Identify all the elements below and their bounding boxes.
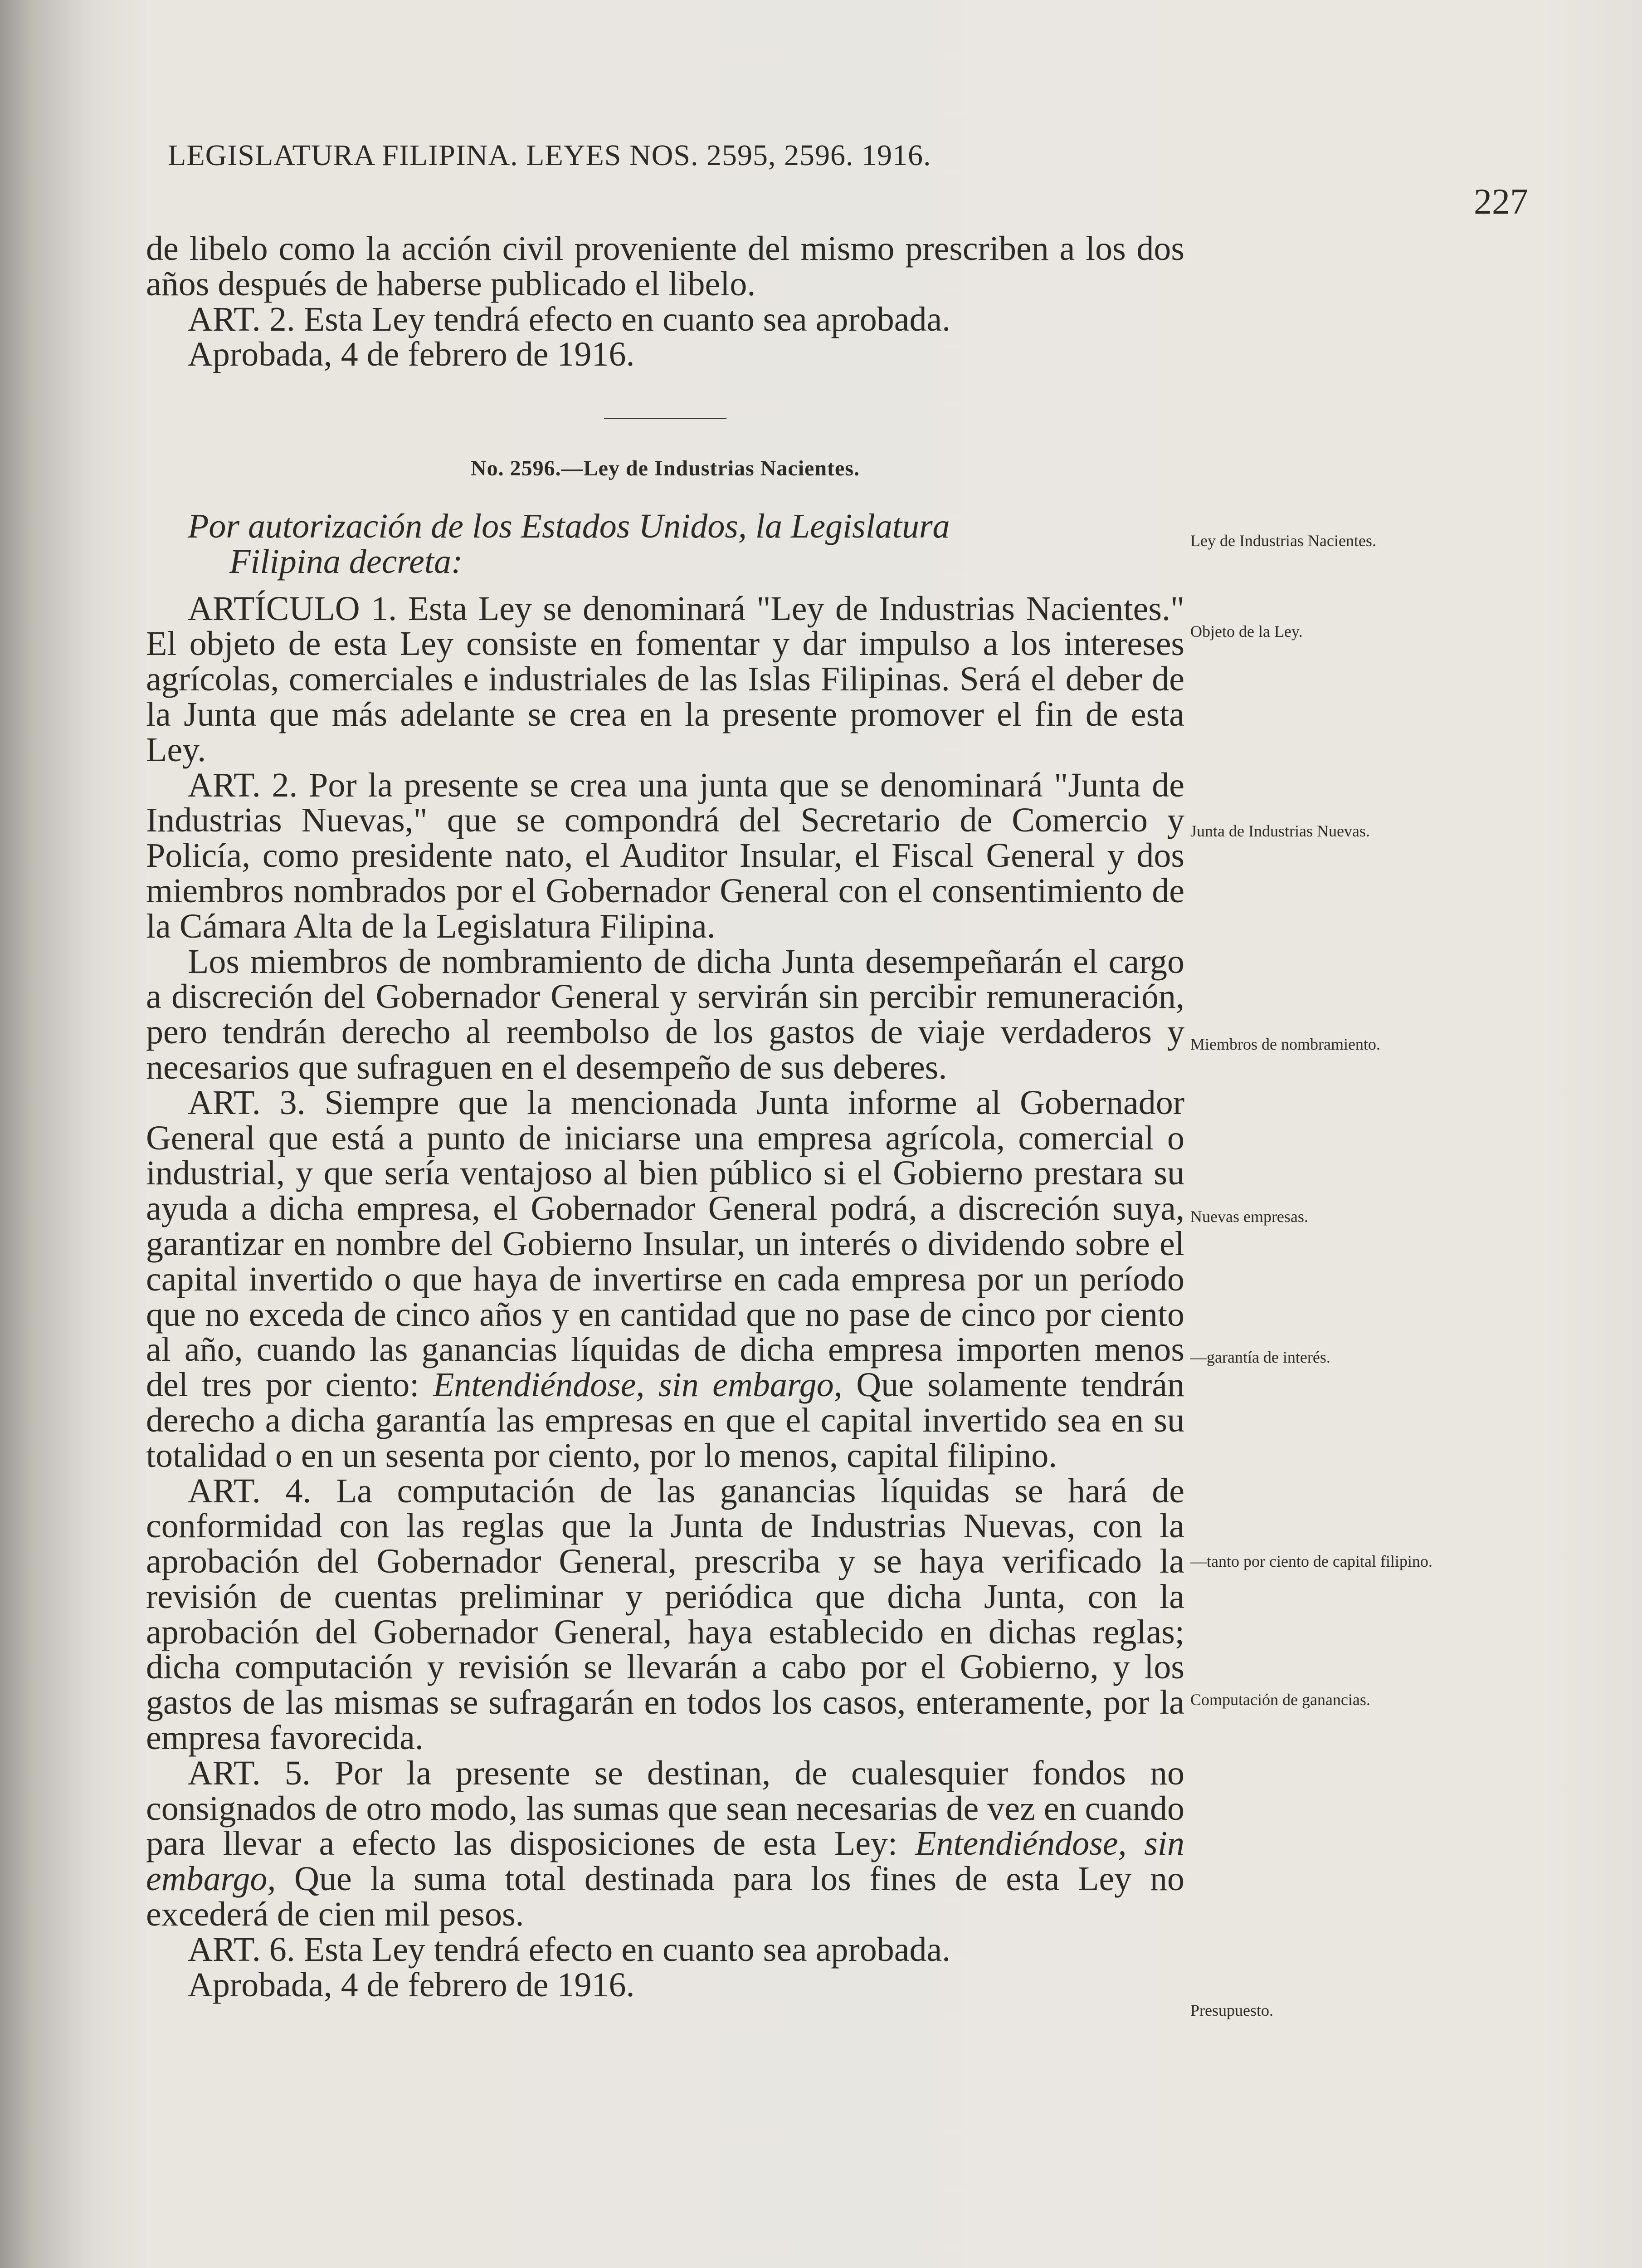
section-divider — [604, 418, 726, 419]
marginal-note: Objeto de la Ley. — [1190, 622, 1303, 640]
marginal-note: Nuevas empresas. — [1190, 1207, 1308, 1226]
article-label: ART. 5. — [188, 1754, 311, 1792]
continuation-paragraph: de libelo como la acción civil proveniente del mismo prescriben a los dos años después de haberse publicado el libelo. — [146, 230, 1184, 303]
main-text — [146, 231, 1184, 2003]
article-label: ART. 2. — [188, 766, 298, 804]
law-title: No. 2596.—Ley de Industrias Nacientes. — [470, 456, 860, 481]
proviso-italic: Entendiéndose, sin embargo, — [146, 1824, 1184, 1898]
article-label: ART. 3. — [188, 1083, 306, 1122]
article-label: ART. 6. — [188, 1930, 295, 1969]
running-head: LEGISLATURA FILIPINA. LEYES NOS. 2595, 2596. 1916. — [168, 139, 931, 172]
article-text: Por la presente se crea una junta que se denominará "Junta de Industrias Nuevas," que se compondrá del Secretario de Comercio y Policía, como presidente nato, el Auditor Insular, el Fiscal General y dos miembros nombrados por el Gobernador General con el consentimiento de la Cámara Alta de la Legislatura Filipina. — [146, 766, 1184, 945]
continuation-article-2 — [146, 302, 1184, 337]
article-3 — [146, 1085, 1184, 1474]
article-2-paragraph-2: Los miembros de nombramiento de dicha Junta desempeñarán el cargo a discreción del Gobernador General y servirán sin percibir remuneración, pero tendrán derecho al reembolso de los gastos de viaje verdaderos y necesarios que sufraguen en el desempeño de sus deberes. — [146, 942, 1184, 1086]
article-text: Que solamente tendrán derecho a dicha garantía las empresas en que el capital invertido sea en su totalidad o en un sesenta por ciento, por lo menos, capital filipino. — [146, 1366, 1185, 1475]
marginal-note: Miembros de nombramiento. — [1190, 1035, 1380, 1053]
article-2 — [146, 768, 1184, 944]
marginal-note: —garantía de interés. — [1190, 1348, 1330, 1366]
enacting-line-1: Por autorización de los Estados Unidos, la Legislatura — [188, 507, 950, 545]
enacting-clause — [146, 509, 1184, 580]
article-4 — [146, 1471, 1184, 1757]
article-6 — [146, 1932, 1184, 1968]
continuation-approval: Aprobada, 4 de febrero de 1916. — [188, 335, 635, 374]
article-text: Siempre que la mencionada Junta informe al Gobernador General que está a punto de iniciarse una empresa agrícola, comercial o industrial, y que sería ventajoso al bien público si el Gobierno prestara su ayuda a dicha empresa, el Gobernador General podrá, a discreción suya, garantizar en nombre del Gobierno Insular, un interés o dividendo sobre el capital invertido o que haya de invertirse en cada empresa por un período que no exceda de cinco años y en cantidad que no pase de cinco por ciento al año, cuando las ganancias líquidas de dicha empresa importen menos del tres por ciento: — [146, 1083, 1184, 1404]
article-label: ART. 4. — [188, 1471, 312, 1510]
proviso-italic: Entendiéndose, sin embargo, — [433, 1366, 843, 1404]
page-number: 227 — [1474, 182, 1528, 222]
article-text: Por la presente se destinan, de cualesquier fondos no consignados de otro modo, las sumas que sean necesarias de vez en cuando para llevar a efecto las disposiciones de esta Ley: — [146, 1754, 1184, 1863]
article-text: Esta Ley tendrá efecto en cuanto sea aprobada. — [295, 1930, 951, 1969]
marginal-note: Computación de ganancias. — [1190, 1691, 1370, 1709]
article-text: Esta Ley se denominará "Ley de Industrias Nacientes." El objeto de esta Ley consiste en fomentar y dar impulso a los intereses agrícolas, comerciales e industriales de las Islas Filipinas. Será el deber de la Junta que más adelante se crea en la presente promover el fin de esta Ley. — [146, 589, 1184, 769]
article-5 — [146, 1756, 1184, 1932]
article-label: ARTÍCULO 1. — [188, 589, 397, 628]
article-1 — [146, 591, 1184, 768]
article-text: Que la suma total destinada para los fines de esta Ley no excederá de cien mil pesos. — [146, 1860, 1184, 1934]
marginal-note: Junta de Industrias Nuevas. — [1190, 822, 1370, 840]
law-approval: Aprobada, 4 de febrero de 1916. — [188, 1965, 635, 2004]
article-text: La computación de las ganancias líquidas se hará de conformidad con las reglas que la Junta de Industrias Nuevas, con la aprobación del Gobernador General, prescriba y se haya verificado la revisión de cuentas preliminar y periódica que dicha Junta, con la aprobación del Gobernador General, haya establecido en dichas reglas; dicha computación y revisión se llevarán a cabo por el Gobierno, y los gastos de las mismas se sufragarán en todos los casos, enteramente, por la empresa favorecida. — [146, 1471, 1184, 1757]
article-label: ART. 2. — [188, 300, 295, 338]
marginal-note: Presupuesto. — [1190, 2001, 1273, 2019]
marginal-note: —tanto por ciento de capital filipino. — [1190, 1552, 1432, 1570]
enacting-line-2: Filipina decreta: — [229, 542, 463, 581]
article-text: Esta Ley tendrá efecto en cuanto sea aprobada. — [295, 300, 951, 338]
marginal-note: Ley de Industrias Nacientes. — [1190, 532, 1376, 550]
